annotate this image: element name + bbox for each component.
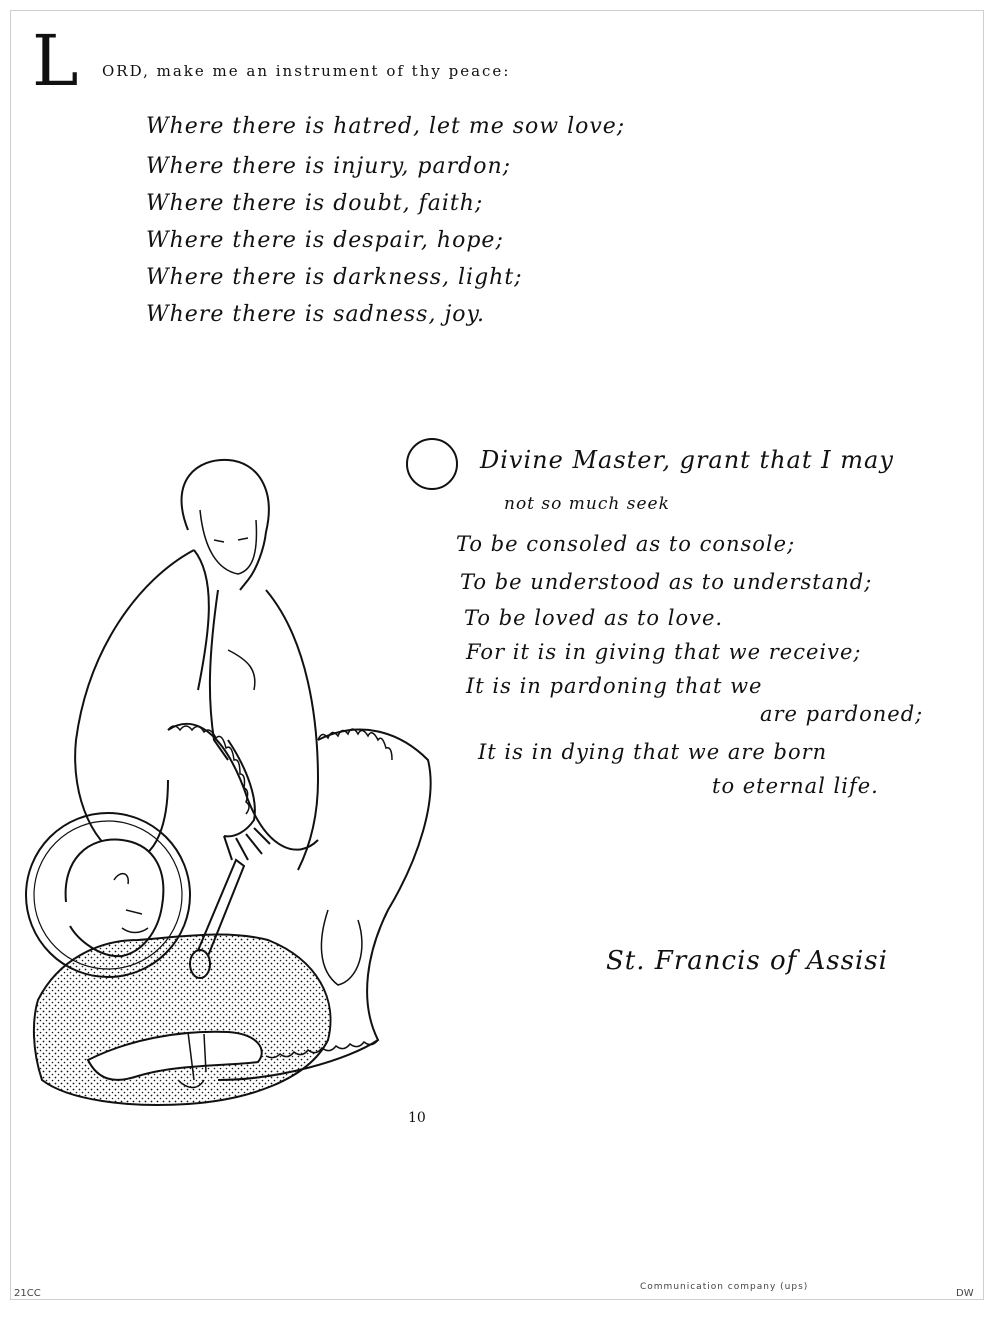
dropcap-l: L [32,20,79,102]
verse-line: Where there is doubt, faith; [146,191,484,216]
verse-line: Where there is injury, pardon; [146,154,512,179]
prayer-line: To be consoled as to console; [456,532,796,556]
saint-and-angel-illustration [18,440,458,1140]
footer-right-code: DW [956,1288,974,1299]
prayer-line: not so much seek [504,494,670,514]
illustration-number: 10 [408,1110,426,1126]
prayer-line: are pardoned; [760,702,924,726]
verse-line: Where there is hatred, let me sow love; [146,114,626,139]
footer-left-code: 21CC [14,1288,41,1299]
verse-line: Where there is darkness, light; [146,265,523,290]
prayer-line: To be loved as to love. [464,606,724,630]
prayer-line: To be understood as to understand; [460,570,873,594]
prayer-line: It is in pardoning that we [466,674,763,698]
verse-line: Where there is sadness, joy. [146,302,486,327]
footer-credit: Communication company (ups) [640,1282,809,1292]
prayer-line: For it is in giving that we receive; [466,640,862,664]
verse-line: Where there is despair, hope; [146,228,504,253]
opening-line: ORD, make me an instrument of thy peace: [102,62,511,80]
prayer-line: Divine Master, grant that I may [480,446,894,474]
prayer-line: to eternal life. [712,774,879,798]
prayer-line: It is in dying that we are born [478,740,828,764]
signature: St. Francis of Assisi [606,946,888,976]
